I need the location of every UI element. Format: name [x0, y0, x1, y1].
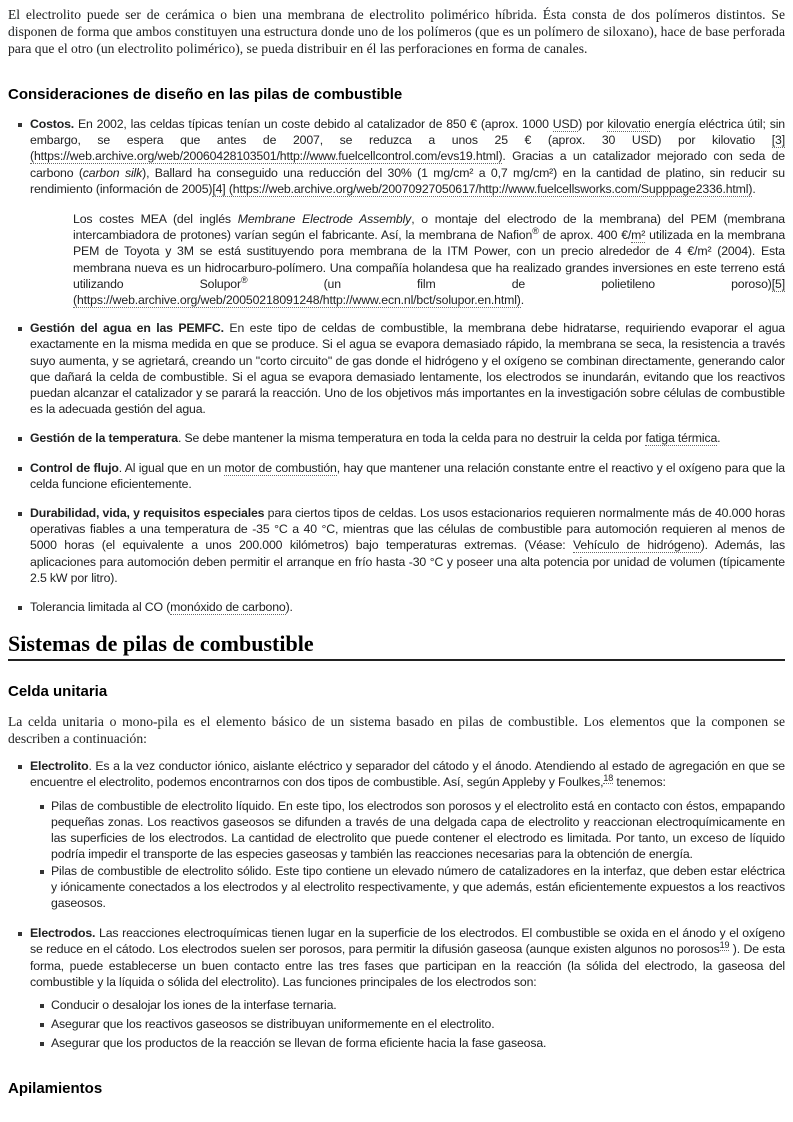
text-run: Pilas de combustible de electrolito sólido. Este tipo contiene un elevado número de catalizadores en la interfaz, que deben estar eléctrica y iónicamente conectados a los electrodos y al electrolito respectivamente, y que además, están eficientemente expuestos a los reactivos gaseosos. — [51, 863, 785, 910]
text-run: En este tipo de celdas de combustible, la membrana debe hidratarse, requiriendo evaporar el agua exactamente en la misma medida en que se produce. Si el agua se evapora demasiado rápido, la membrana se seca, la resistencia a través suyo aumenta, y se agrietará, creando un "corto circuito" de gas donde el hidrógeno y el oxígeno se combinan directamente, generando calor que dañará la celda de combustible. Si el agua se evapora demasiado lentamente, los electrodos se inundarán, evitando que los reactivos puedan alcanzar el catalizador y se parará la reacción. Uno de los objetivos más importantes en la investigación sobre células de combustible es la adecuada gestión del agua. — [30, 321, 786, 417]
inline-link[interactable]: 18 — [603, 773, 614, 784]
text-run: carbon silk — [82, 165, 143, 180]
inline-link[interactable]: monóxido de carbono — [170, 600, 286, 615]
electrodos-text — [30, 926, 785, 989]
bold-term: Control de flujo — [30, 460, 119, 475]
list-item-electrodos — [8, 925, 785, 1051]
bold-term: Electrodos. — [30, 926, 96, 941]
text-run: (un film de polietileno poroso) — [247, 276, 772, 291]
text-run: de aprox. 400 €/ — [538, 228, 632, 243]
text-run: ). De esta forma, puede establecerse un buen contacto entre las tres fases que participan en la reacción (la sólida del electrodo, la gaseosa del combustible y la líquida o sólida del electrolito). Las funciones principales de los electrodos son: — [30, 942, 785, 989]
text-run: ), Ballard ha conseguido una reducción del 30% (1 mg/cm² a 0,7 mg/cm²) en la cantidad de platino, sin reducir su rendimiento (información de 2005) — [30, 165, 785, 196]
text-run: Asegurar que los productos de la reacción se llevan de forma eficiente hacia la fase gaseosa. — [51, 1036, 547, 1051]
section-heading-design: Consideraciones de diseño en las pilas de combustible — [8, 86, 403, 103]
text-run: Pilas de combustible de electrolito líquido. En este tipo, los electrodos son porosos y el electrolito está en contacto con éstos, empapando pequeñas zonas. Los reactivos gaseosos se difunden a través de una delgada capa de electrolito y reaccionan electroquímicamente en las superficies de los electrodos. La cantidad de electrolito que puede contener el electrodo es limitada. Por tanto, un exceso de líquido podría impedir el transporte de las especies gaseosas y también las reacciones necesarias para la obtención de energía. — [51, 798, 785, 862]
sublist-item — [30, 798, 785, 863]
inline-link[interactable]: [4] (https://web.archive.org/web/20070927050617/http://www.fuelcellsworks.com/Supppage2336.html) — [212, 181, 753, 196]
sublist-item — [30, 1035, 785, 1051]
design-list-2 — [8, 320, 785, 615]
inline-link[interactable]: 19 — [719, 940, 730, 951]
inline-link[interactable]: USD — [552, 117, 579, 131]
list-item-flujo — [8, 460, 785, 492]
text-run: La celda unitaria o mono-pila es el elemento básico de un sistema basado en pilas de combustible. Los elementos que la componen se describen a continuación: — [8, 714, 785, 747]
inline-link[interactable]: fatiga térmica — [645, 431, 718, 446]
sublist-item — [30, 997, 785, 1013]
subsection-heading-cell: Celda unitaria — [8, 683, 108, 701]
section-heading-systems: Sistemas de pilas de combustible — [8, 631, 785, 661]
inline-link[interactable]: m² — [631, 228, 646, 243]
bold-term: Gestión de la temperatura — [30, 431, 178, 446]
text-run: . Es a la vez conductor iónico, aislante eléctrico y separador del cátodo y el ánodo. Atendiendo al estado de agregación en que se encuentre el electrolito, podemos encontrarnos con dos tipos de combustible. Así, según Appleby y Foulkes, — [30, 759, 785, 790]
sublist-item — [30, 1016, 785, 1032]
intro-paragraph — [8, 6, 785, 57]
sublist-item — [30, 863, 785, 912]
inline-link[interactable]: motor de combustión — [224, 460, 337, 475]
text-run: , o montaje del electrodo de la membrana) del PEM (membrana intercambiadora de protones) varían según el fabricante. Así, la membrana de Nafion — [73, 212, 785, 243]
superscript: ® — [532, 226, 539, 237]
text-run: Membrane Electrode Assembly — [237, 212, 412, 227]
text-run: . Al igual que en un — [118, 460, 225, 475]
text-run: , hay que mantener una relación constante entre el reactivo y el oxígeno para que la celda funcione eficientemente. — [30, 460, 785, 491]
mea-paragraph — [73, 211, 785, 308]
list-item-agua — [8, 320, 785, 417]
inline-link[interactable]: Vehículo de hidrógeno — [573, 538, 701, 553]
subsection-heading-stacks: Apilamientos — [8, 1079, 103, 1097]
text-run: . — [520, 293, 525, 308]
text-run: utilizada en la membrana PEM de Toyota y 3M se está sustituyendo pora membrana de la ITM Power, con un precio alrededor de 4 €/m² (2004). Esta membrana nueva es un hidrocarburo-polímero. Una compañía holandesa que ha realizado grandes inversiones en este terreno está utilizando Solupor — [73, 228, 786, 291]
design-list — [8, 116, 785, 197]
text-run: Las reacciones electroquímicas tienen lugar en la superficie de los electrodos. El combustible se oxida en el ánodo y el oxígeno se reduce en el cátodo. Los electrodos suelen ser porosos, para permitir la difusión gaseosa (aunque existen algunos no porosos — [30, 926, 785, 957]
text-run: El electrolito puede ser de cerámica o bien una membrana de electrolito polimérico híbrida. Ésta consta de dos polímeros distintos. Se disponen de forma que ambos constituyen una estructura donde uno de los polímeros (que es un polímero de siloxano), hace de base perforada para que el otro (un electrolito polimérico), se pueda distribuir en él las perforaciones en forma de canales. — [8, 7, 785, 56]
text-run: Conducir o desalojar los iones de la interfase ternaria. — [51, 997, 337, 1012]
bold-term: Durabilidad, vida, y requisitos especiales — [30, 506, 265, 521]
superscript: ® — [240, 274, 248, 285]
inline-link[interactable]: [5] (https://web.archive.org/web/20050218091248/http://www.ecn.nl/bct/solupor.en.html) — [73, 276, 785, 308]
text-run: para ciertos tipos de celdas. Los usos estacionarios requieren normalmente más de 40.000 horas operativas fiables a una temperatura de -35 °C a 40 °C, mientras que las células de combustible para automoción requieren al menos de 5000 horas (el equivalente a unos 200.000 kilómetros) bajo temperaturas extremas. (Véase: — [30, 506, 786, 553]
text-run: . Gracias a un catalizador mejorado con seda de carbono ( — [30, 149, 785, 180]
bold-term: Gestión del agua en las PEMFC. — [30, 321, 224, 336]
cell-list — [8, 758, 785, 1051]
list-item-costos — [8, 116, 785, 197]
bold-term: Costos. — [30, 117, 75, 131]
text-run: ). Además, las aplicaciones para automoción deben permitir el arranque en frío hasta -30 °C y poseer una alta potencia por unidad de volumen (típicamente 2.5 kW por litro). — [30, 538, 785, 585]
text-run: tenemos: — [613, 775, 666, 790]
list-item-temperatura — [8, 430, 785, 446]
cell-intro-paragraph — [8, 713, 785, 747]
text-run: ) por — [578, 117, 608, 131]
list-item-durabilidad — [8, 505, 785, 586]
text-run: Tolerancia limitada al CO ( — [30, 600, 171, 615]
list-item-co — [8, 599, 785, 615]
text-run: ). — [285, 600, 293, 615]
list-item-electrolito — [8, 758, 785, 911]
text-run: En 2002, las celdas típicas tenían un coste debido al catalizador de 850 € (aprox. 1000 — [74, 117, 553, 131]
text-run: Asegurar que los reactivos gaseosos se distribuyan uniformemente en el electrolito. — [51, 1017, 495, 1032]
bold-term: Electrolito — [30, 759, 89, 774]
electrolito-sublist — [30, 798, 785, 911]
text-run: . — [752, 181, 756, 196]
text-run: . — [717, 431, 721, 446]
text-run: energía eléctrica útil; sin embargo, se espera que antes de 2007, se reduzca a unos 25 € (aprox. 30 USD) por kilovatio — [30, 117, 785, 148]
electrodos-sublist — [30, 997, 785, 1052]
inline-link[interactable]: [3] (https://web.archive.org/web/20060428103501/http://www.fuelcellcontrol.com/evs19.html) — [30, 133, 785, 164]
text-run: . Se debe mantener la misma temperatura en toda la celda para no destruir la celda por — [177, 431, 646, 446]
electrolito-text — [30, 759, 785, 789]
text-run: Los costes MEA (del inglés — [73, 212, 238, 227]
inline-link[interactable]: kilovatio — [607, 117, 651, 131]
